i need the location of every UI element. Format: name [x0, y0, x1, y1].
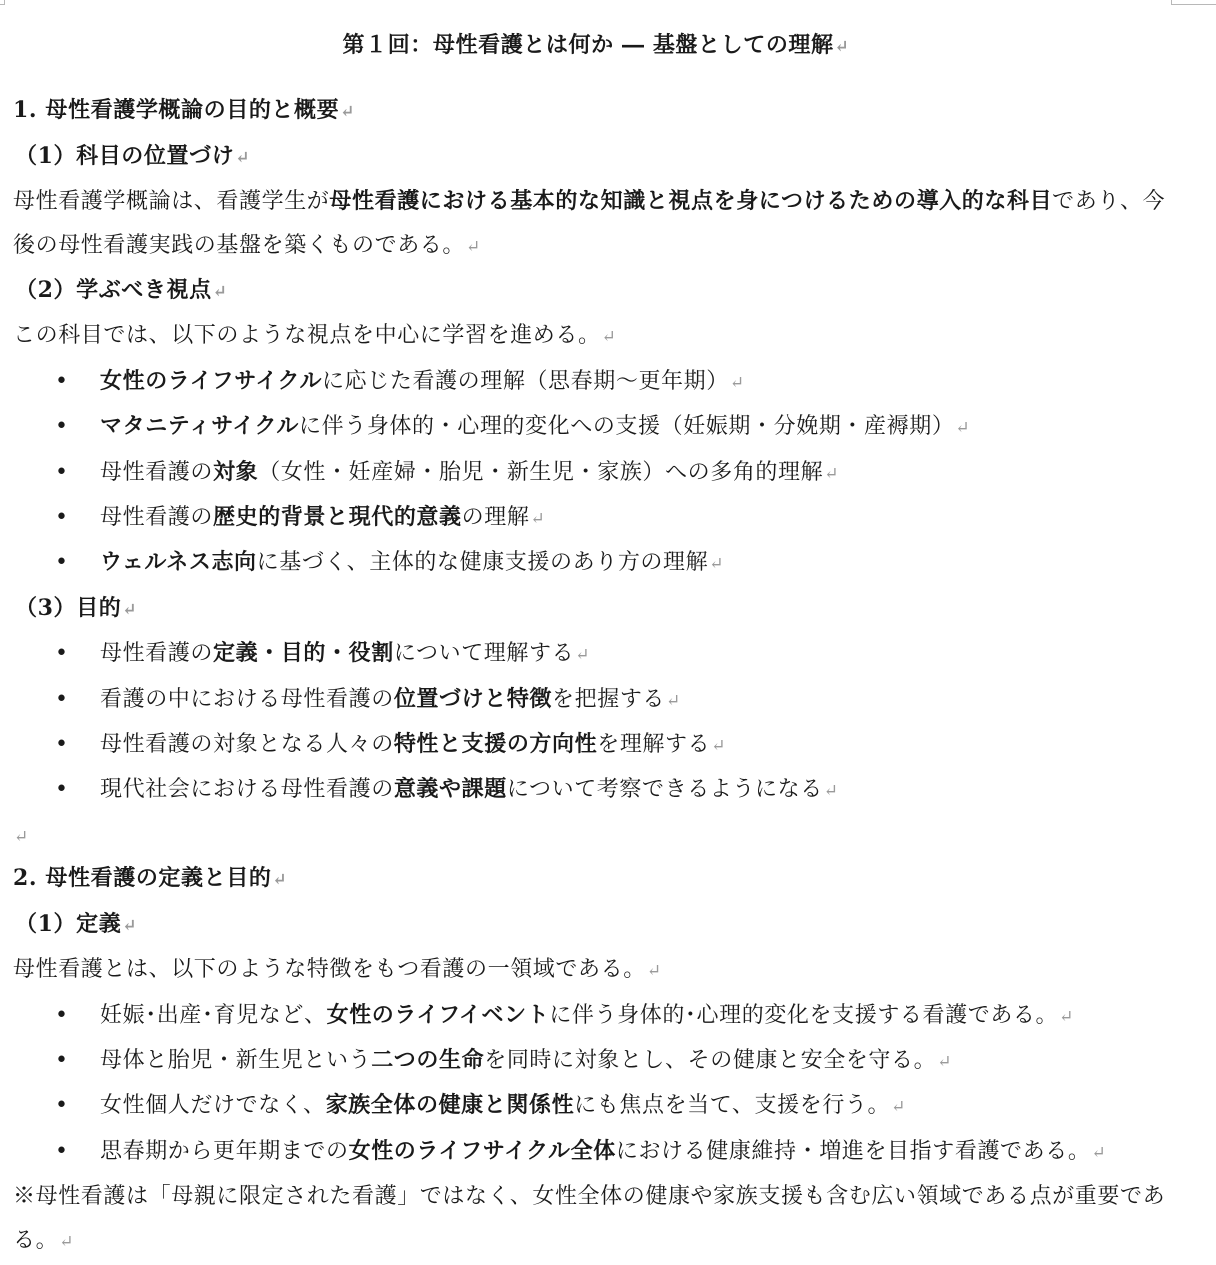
- list-item-bold-text: 対象: [213, 458, 259, 485]
- list-item-text: に伴う身体的・心理的変化への支援（妊娠期・分娩期・産褥期）: [299, 414, 955, 440]
- definition-list: [13, 994, 1179, 1176]
- list-item-bold-text: 家族全体の健康と関係性: [325, 1092, 575, 1119]
- list-item: [13, 1039, 1179, 1084]
- note-text: ※母性看護は「母親に限定された看護」ではなく、女性全体の健康や家族支援も含む広い領域である点が重要である。: [13, 1184, 1166, 1253]
- list-item: [13, 496, 1179, 541]
- empty-paragraph: [13, 814, 1179, 857]
- page-corner-marker-left: [0, 0, 5, 5]
- subsection-1-3-heading-text: （3）目的: [15, 594, 122, 621]
- list-item-bold-text: 女性のライフサイクル全体: [348, 1137, 616, 1164]
- subsection-1-3-heading: [15, 587, 1179, 632]
- paragraph-mark: ↵: [466, 236, 481, 257]
- document-title: [13, 24, 1179, 67]
- paragraph-mark: ↵: [272, 870, 288, 891]
- bullet-icon: •: [55, 368, 69, 394]
- bullet-icon: •: [55, 641, 69, 667]
- paragraph-bold-text: 母性看護における基本的な知識と視点を身につけるための導入的な科目: [329, 188, 1053, 215]
- section-2-heading: [13, 857, 1179, 902]
- list-item: [13, 678, 1179, 723]
- list-item-text: について考察できるようになる: [506, 777, 823, 803]
- list-item-text: に基づく、主体的な健康支援のあり方の理解: [256, 550, 709, 576]
- list-item-bold-text: 女性のライフイベント: [326, 1001, 550, 1028]
- bullet-icon: •: [55, 550, 69, 576]
- paragraph-text: 母性看護学概論は、看護学生が: [13, 189, 330, 215]
- list-item-bold-text: 意義や課題: [393, 776, 507, 803]
- bullet-icon: •: [55, 1093, 69, 1119]
- list-item: [13, 1130, 1179, 1175]
- list-item-text: を同時に対象とし、その健康と安全を守る。: [484, 1047, 937, 1073]
- paragraph-text: この科目では、以下のような視点を中心に学習を進める。: [13, 323, 601, 349]
- list-item-text: （女性・妊産婦・胎児・新生児・家族）への多角的理解: [258, 459, 824, 485]
- list-item-text: について理解する: [393, 641, 575, 667]
- list-item-text: の理解: [461, 505, 530, 531]
- list-item-text: 思春期から更年期までの: [100, 1138, 349, 1164]
- subsection-1-2-heading: [15, 269, 1179, 314]
- closing-note: [13, 1175, 1179, 1264]
- paragraph-mark: ↵: [666, 690, 681, 711]
- list-item: [13, 405, 1179, 450]
- paragraph-mark: ↵: [1059, 1006, 1074, 1027]
- list-item-bold-text: 二つの生命: [371, 1046, 485, 1073]
- paragraph-mark: ↵: [122, 915, 138, 936]
- list-item-text: に応じた看護の理解（思春期〜更年期）: [322, 368, 729, 394]
- list-item-text: 母性看護の対象となる人々の: [100, 732, 394, 758]
- list-item-text: 女性個人だけでなく、: [100, 1093, 326, 1119]
- list-item: [13, 360, 1179, 405]
- paragraph-mark: ↵: [824, 463, 840, 484]
- paragraph-mark: ↵: [14, 826, 29, 847]
- bullet-icon: •: [55, 1047, 69, 1073]
- list-item-bold-text: 特性と支援の方向性: [393, 731, 598, 758]
- list-item: [13, 541, 1179, 586]
- bullet-icon: •: [55, 777, 69, 803]
- paragraph-mark: ↵: [59, 1231, 75, 1252]
- subsection-1-1-paragraph: [13, 180, 1179, 269]
- list-item: [13, 723, 1179, 768]
- paragraph-mark: ↵: [340, 102, 356, 123]
- list-item: [13, 1084, 1179, 1129]
- viewpoints-list: [13, 360, 1179, 587]
- section-1-heading-text: 1. 母性看護学概論の目的と概要: [13, 97, 340, 124]
- bullet-icon: •: [55, 732, 69, 758]
- list-item-bold-text: 女性のライフサイクル: [100, 367, 323, 394]
- list-item: [13, 994, 1179, 1039]
- list-item-text: における健康維持・増進を目指す看護である。: [615, 1138, 1091, 1164]
- paragraph-mark: ↵: [711, 736, 727, 757]
- objectives-list: [13, 632, 1179, 814]
- list-item: [13, 451, 1179, 496]
- list-item-bold-text: 定義・目的・役割: [213, 640, 394, 667]
- subsection-2-1-heading-text: （1）定義: [15, 910, 122, 937]
- paragraph-mark: ↵: [530, 509, 546, 530]
- list-item: [13, 768, 1179, 813]
- section-1-heading: [13, 89, 1179, 134]
- paragraph-mark: ↵: [601, 327, 617, 348]
- list-item-text: を理解する: [597, 732, 711, 758]
- list-item-text: 母性看護の: [100, 505, 214, 531]
- list-item: [13, 632, 1179, 677]
- list-item-text: 母性看護の: [100, 459, 214, 485]
- subsection-1-1-heading: [15, 135, 1179, 180]
- list-item-text: にも焦点を当て、支援を行う。: [574, 1093, 891, 1119]
- paragraph-mark: ↵: [235, 147, 251, 168]
- bullet-icon: •: [55, 414, 69, 440]
- paragraph-text: であり、今後の母性看護実践の基盤を築くものである。: [13, 189, 1166, 258]
- paragraph-text: 母性看護とは、以下のような特徴をもつ看護の一領域である。: [13, 957, 646, 983]
- page-corner-marker-right: [1171, 0, 1216, 5]
- paragraph-mark: ↵: [575, 645, 591, 666]
- bullet-icon: •: [55, 1138, 69, 1164]
- paragraph-mark: ↵: [937, 1051, 953, 1072]
- list-item-text: 看護の中における母性看護の: [100, 686, 394, 712]
- list-item-text: 妊娠･出産･育児など、: [100, 1002, 327, 1028]
- subsection-1-1-heading-text: （1）科目の位置づけ: [15, 142, 235, 169]
- bullet-icon: •: [55, 1002, 69, 1028]
- paragraph-mark: ↵: [823, 781, 839, 802]
- paragraph-mark: ↵: [729, 372, 745, 393]
- subsection-2-1-heading: [15, 903, 1179, 948]
- paragraph-mark: ↵: [891, 1097, 906, 1118]
- list-item-text: を把握する: [552, 686, 666, 712]
- bullet-icon: •: [55, 459, 69, 485]
- list-item-text: 母性看護の: [100, 641, 214, 667]
- subsection-2-1-intro: [13, 948, 1179, 993]
- subsection-1-2-heading-text: （2）学ぶべき視点: [15, 277, 212, 304]
- list-item-bold-text: マタニティサイクル: [100, 413, 300, 440]
- list-item-text: 現代社会における母性看護の: [100, 777, 394, 803]
- paragraph-mark: ↵: [1091, 1142, 1107, 1163]
- section-2-heading-text: 2. 母性看護の定義と目的: [13, 865, 272, 892]
- bullet-icon: •: [55, 686, 69, 712]
- subsection-1-2-intro: [13, 314, 1179, 359]
- list-item-bold-text: 位置づけと特徴: [393, 685, 553, 712]
- list-item-text: 母体と胎児・新生児という: [100, 1047, 372, 1073]
- paragraph-mark: ↵: [955, 418, 971, 439]
- paragraph-mark: ↵: [646, 961, 662, 982]
- list-item-bold-text: 歴史的背景と現代的意義: [213, 504, 462, 531]
- bullet-icon: •: [55, 505, 69, 531]
- title-text: 第１回：母性看護とは何か ― 基盤としての理解: [342, 32, 834, 58]
- list-item-bold-text: ウェルネス志向: [100, 549, 257, 576]
- paragraph-mark: ↵: [834, 37, 850, 57]
- paragraph-mark: ↵: [709, 554, 725, 575]
- paragraph-mark: ↵: [212, 282, 228, 303]
- list-item-text: に伴う身体的･心理的変化を支援する看護である。: [549, 1002, 1059, 1028]
- paragraph-mark: ↵: [122, 599, 138, 620]
- document-body: [13, 24, 1179, 1264]
